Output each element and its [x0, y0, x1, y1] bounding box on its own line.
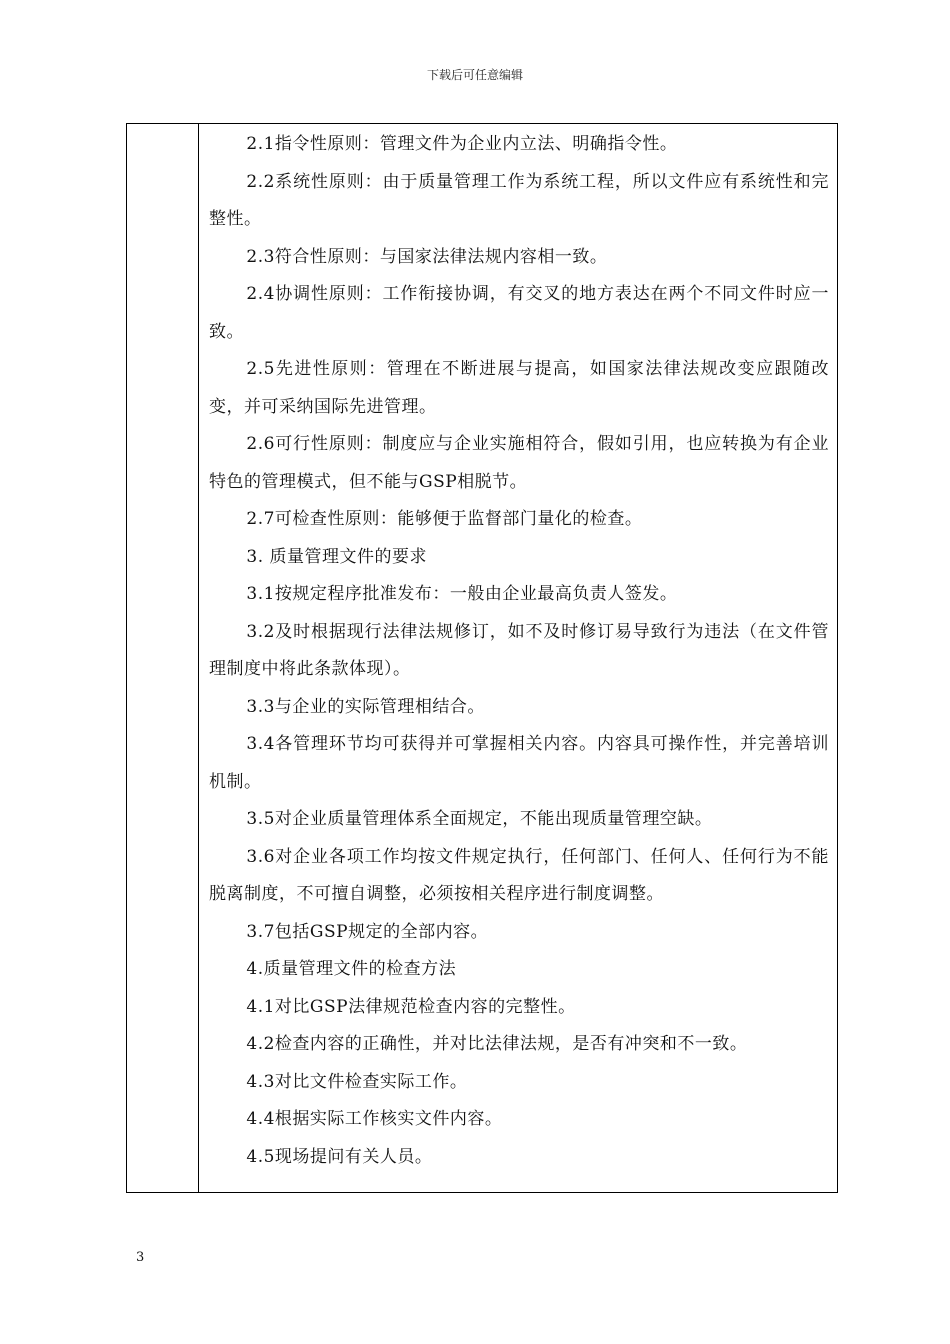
paragraph: 2.7可检查性原则：能够便于监督部门量化的检查。	[246, 509, 643, 529]
paragraph: 4.4根据实际工作核实文件内容。	[246, 1109, 503, 1129]
paragraph: 3.5对企业质量管理体系全面规定，不能出现质量管理空缺。	[246, 809, 713, 829]
paragraph: 4.5现场提问有关人员。	[246, 1146, 433, 1167]
paragraph: 2.2系统性原则：由于质量管理工作为系统工程，所以文件应有系统性和完整性。	[209, 171, 829, 229]
table-left-column	[127, 124, 199, 1192]
paragraph: 4.3对比文件检查实际工作。	[246, 1071, 468, 1092]
page-number: 3	[136, 1250, 145, 1265]
paragraph: 2.1指令性原则：管理文件为企业内立法、明确指令性。	[246, 134, 678, 154]
table-content-cell	[199, 124, 837, 1192]
paragraph: 3.6对企业各项工作均按文件规定执行，任何部门、任何人、任何行为不能脱离制度，不可擅自调整，必须按相关程序进行制度调整。	[209, 846, 829, 904]
paragraph: 4.2检查内容的正确性，并对比法律法规，是否有冲突和不一致。	[246, 1034, 748, 1054]
paragraph: 2.3符合性原则：与国家法律法规内容相一致。	[246, 246, 608, 267]
paragraph: 3.1按规定程序批准发布：一般由企业最高负责人签发。	[246, 584, 678, 604]
paragraph: 2.6可行性原则：制度应与企业实施相符合，假如引用，也应转换为有企业特色的管理模式，但不能与GSP相脱节。	[209, 434, 829, 492]
document-table	[126, 123, 838, 1193]
paragraph: 3.4各管理环节均可获得并可掌握相关内容。内容具可操作性，并完善培训机制。	[209, 734, 829, 792]
header-note: 下载后可任意编辑	[426, 68, 523, 82]
paragraph: 2.4协调性原则：工作衔接协调，有交叉的地方表达在两个不同文件时应一致。	[209, 284, 829, 342]
paragraph: 3.7包括GSP规定的全部内容。	[246, 921, 489, 942]
section-heading: 3. 质量管理文件的要求	[246, 546, 428, 567]
paragraph: 2.5先进性原则：管理在不断进展与提高，如国家法律法规改变应跟随改变，并可采纳国际先进管理。	[209, 359, 829, 417]
paragraph: 3.2及时根据现行法律法规修订，如不及时修订易导致行为违法（在文件管理制度中将此条款体现）。	[209, 621, 829, 679]
paragraph: 3.3与企业的实际管理相结合。	[246, 696, 485, 717]
paragraph: 4.1对比GSP法律规范检查内容的完整性。	[246, 996, 576, 1017]
section-heading: 4.质量管理文件的检查方法	[246, 959, 457, 979]
